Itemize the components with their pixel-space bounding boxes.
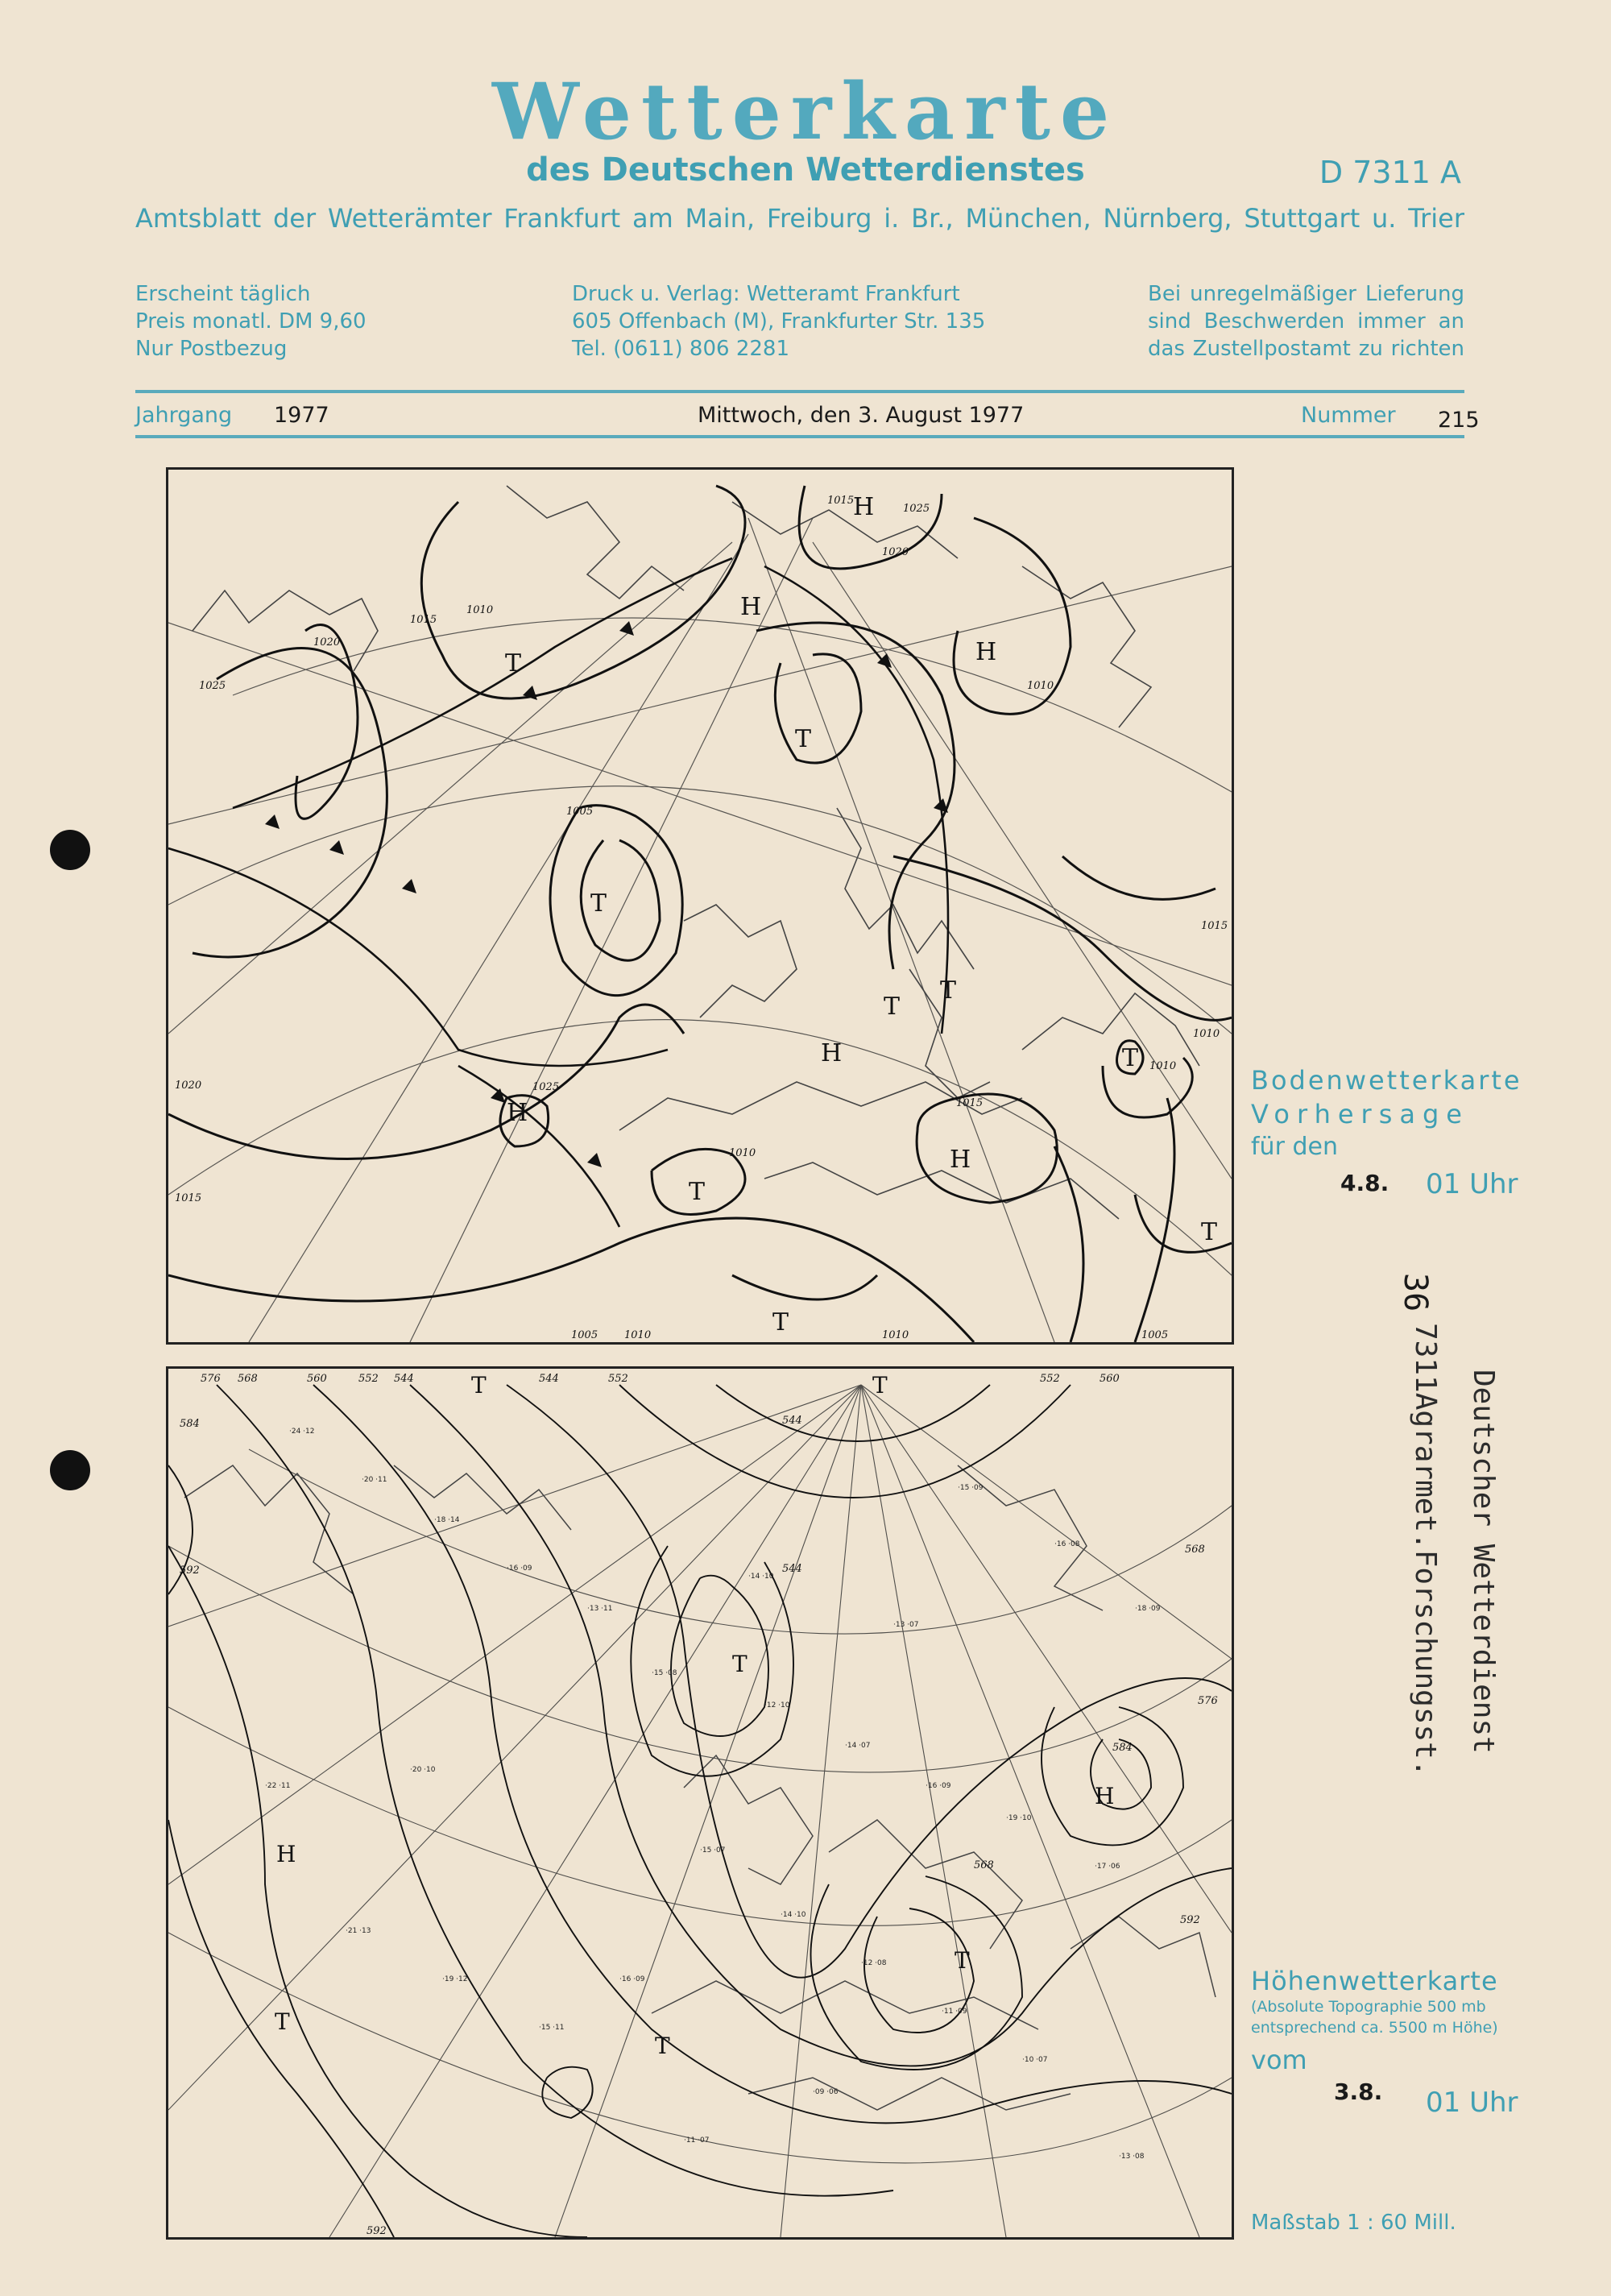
rule-bottom: [135, 435, 1464, 438]
contour-label: 544: [782, 1563, 802, 1575]
info-center-line: 605 Offenbach (M), Frankfurter Str. 135: [572, 309, 986, 334]
low-pressure-marker: T: [795, 725, 812, 753]
low-pressure-marker: T: [732, 1651, 748, 1677]
map-scale: Maßstab 1 : 60 Mill.: [1251, 2211, 1456, 2235]
upper-air-map: [166, 1366, 1234, 2240]
upper-map-title: Höhenwetterkarte: [1251, 1966, 1498, 1996]
contour-label: 568: [974, 1859, 994, 1871]
high-pressure-marker: H: [975, 638, 997, 666]
svg-text:·19 ·10: ·19 ·10: [1006, 1814, 1032, 1822]
surface-map-time: 01 Uhr: [1426, 1168, 1518, 1200]
isobar-label: 1015: [410, 614, 437, 626]
surface-fronts: [168, 558, 948, 1227]
upper-coastlines: [184, 1465, 1215, 2110]
rule-top: [135, 390, 1464, 393]
low-pressure-marker: T: [655, 2033, 670, 2059]
info-center-line: Tel. (0611) 806 2281: [572, 337, 789, 361]
low-pressure-marker: T: [955, 1947, 970, 1974]
upper-map-drawing: [168, 1369, 1232, 2237]
high-pressure-marker: H: [276, 1841, 296, 1867]
svg-text:·18 ·14: ·18 ·14: [434, 1516, 460, 1524]
isobar-label: 1010: [466, 604, 494, 616]
high-pressure-marker: H: [740, 593, 762, 621]
svg-text:·12 ·08: ·12 ·08: [861, 1959, 887, 1967]
svg-text:·13 ·07: ·13 ·07: [893, 1621, 919, 1629]
isobar-label: 1005: [571, 1329, 598, 1341]
svg-text:·15 ·07: ·15 ·07: [700, 1846, 726, 1855]
isobar-label: 1025: [532, 1081, 560, 1093]
svg-text:·20 ·10: ·20 ·10: [410, 1766, 436, 1774]
svg-text:·09 ·06: ·09 ·06: [813, 2088, 839, 2096]
info-left-line: Preis monatl. DM 9,60: [135, 309, 367, 334]
info-center-line: Druck u. Verlag: Wetteramt Frankfurt: [572, 282, 960, 306]
upper-map-time: 01 Uhr: [1426, 2087, 1518, 2119]
punch-hole: [50, 830, 90, 870]
low-pressure-marker: T: [689, 1178, 706, 1206]
svg-text:·18 ·09: ·18 ·09: [1135, 1605, 1161, 1613]
contour-label: 592: [1180, 1914, 1200, 1926]
contour-label: 552: [1040, 1373, 1060, 1385]
contour-label: 544: [539, 1373, 559, 1385]
svg-text:·14 ·07: ·14 ·07: [845, 1742, 871, 1750]
low-pressure-marker: T: [772, 1308, 789, 1337]
nummer-value: 215: [1438, 408, 1480, 433]
surface-map-title: Bodenwetterkarte: [1251, 1065, 1522, 1096]
isobar-label: 1025: [199, 680, 226, 692]
contour-label: 568: [1185, 1544, 1205, 1556]
upper-map-from-label: vom: [1251, 2045, 1307, 2075]
contour-label: 592: [180, 1565, 200, 1577]
amtsblatt-line: Amtsblatt der Wetterämter Frankfurt am Main, Freiburg i. Br., München, Nürnberg, Stuttgart u. Trier: [135, 203, 1464, 234]
low-pressure-marker: T: [884, 993, 901, 1021]
info-right: [1148, 280, 1464, 363]
low-pressure-marker: T: [1201, 1218, 1218, 1246]
surface-map-date: 4.8.: [1340, 1170, 1389, 1196]
jahrgang-value: 1977: [274, 403, 329, 428]
isobar-label: 1015: [1201, 920, 1228, 932]
contour-label: 584: [180, 1418, 200, 1430]
stamp-number: 36: [1397, 1273, 1434, 1312]
svg-text:·15 ·11: ·15 ·11: [539, 2024, 565, 2032]
svg-text:·16 ·08: ·16 ·08: [1054, 1540, 1080, 1548]
info-right-line: sind Beschwerden immer an: [1148, 309, 1464, 334]
contour-label: 592: [367, 2225, 387, 2237]
surface-map-for-date-label: für den: [1251, 1133, 1338, 1161]
svg-text:·21 ·13: ·21 ·13: [346, 1927, 371, 1935]
newspaper-title: Wetterkarte: [491, 66, 1120, 157]
upper-map-date: 3.8.: [1334, 2078, 1383, 2105]
isobar-label: 1005: [566, 806, 594, 818]
svg-text:·10 ·07: ·10 ·07: [1022, 2056, 1048, 2064]
info-right-line: das Zustellpostamt zu richten: [1148, 337, 1464, 361]
newspaper-subtitle: des Deutschen Wetterdienstes: [526, 151, 1085, 189]
isobar-label: 1010: [624, 1329, 652, 1341]
isobar-label: 1010: [1027, 680, 1054, 692]
low-pressure-marker: T: [505, 649, 522, 678]
svg-text:·16 ·09: ·16 ·09: [619, 1975, 645, 1983]
svg-text:·16 ·09: ·16 ·09: [926, 1782, 951, 1790]
contour-label: 584: [1112, 1742, 1133, 1754]
svg-text:·24 ·12: ·24 ·12: [289, 1428, 315, 1436]
low-pressure-marker: T: [590, 889, 607, 918]
contour-label: 560: [1100, 1373, 1120, 1385]
svg-text:·14 ·10: ·14 ·10: [748, 1573, 774, 1581]
high-pressure-marker: H: [950, 1146, 971, 1174]
issue-date: Mittwoch, den 3. August 1977: [698, 403, 1025, 428]
punch-hole: [50, 1450, 90, 1490]
isobar-label: 1010: [729, 1147, 756, 1159]
isobar-label: 1015: [175, 1192, 202, 1204]
svg-text:·16 ·09: ·16 ·09: [507, 1565, 532, 1573]
contour-label: 568: [238, 1373, 258, 1385]
surface-map-forecast: Vorhersage: [1251, 1099, 1469, 1129]
low-pressure-marker: T: [275, 2008, 290, 2035]
low-pressure-marker: T: [872, 1372, 888, 1399]
info-right-line: Bei unregelmäßiger Lieferung: [1148, 282, 1464, 306]
isobar-label: 1020: [313, 636, 341, 649]
info-left-line: Erscheint täglich: [135, 282, 311, 306]
high-pressure-marker: H: [507, 1099, 528, 1127]
contour-label: 544: [394, 1373, 414, 1385]
info-left: [135, 280, 367, 363]
svg-text:·22 ·11: ·22 ·11: [265, 1782, 291, 1790]
jahrgang-label: Jahrgang: [135, 403, 233, 428]
upper-map-height-line: entsprechend ca. 5500 m Höhe): [1251, 2019, 1498, 2037]
svg-text:·15 ·08: ·15 ·08: [652, 1669, 677, 1677]
svg-text:·17 ·06: ·17 ·06: [1095, 1863, 1120, 1871]
svg-text:·20 ·11: ·20 ·11: [362, 1476, 387, 1484]
isobar-label: 1010: [1193, 1028, 1220, 1040]
isobar-label: 1010: [1149, 1060, 1177, 1072]
svg-text:·19 ·12: ·19 ·12: [442, 1975, 468, 1983]
isobar-label: 1020: [882, 546, 909, 558]
surface-coastlines: [193, 486, 1199, 1219]
upper-pressure-centers: [275, 1372, 1114, 2059]
info-center: [572, 280, 985, 363]
stamp-line-1: 7311Agrarmet.Forschungsst.: [1409, 1323, 1442, 1777]
svg-text:·13 ·11: ·13 ·11: [587, 1605, 613, 1613]
upper-map-topography-line: (Absolute Topographie 500 mb: [1251, 1998, 1486, 2016]
isobar-label: 1025: [903, 503, 930, 515]
isobar-label: 1015: [827, 495, 855, 507]
info-left-line: Nur Postbezug: [135, 337, 288, 361]
high-pressure-marker: H: [1095, 1783, 1115, 1809]
low-pressure-marker: T: [940, 976, 957, 1005]
high-pressure-marker: H: [853, 493, 875, 521]
contour-label: 552: [608, 1373, 628, 1385]
isobar-label: 1005: [1141, 1329, 1169, 1341]
svg-text:·14 ·10: ·14 ·10: [781, 1911, 806, 1919]
low-pressure-marker: T: [1122, 1044, 1139, 1072]
contour-label: 576: [201, 1373, 221, 1385]
isobar-label: 1010: [882, 1329, 909, 1341]
upper-station-plots: [265, 1428, 1161, 2161]
low-pressure-marker: T: [471, 1372, 487, 1399]
contour-label: 560: [307, 1373, 327, 1385]
nummer-label: Nummer: [1301, 403, 1396, 428]
stamp-line-2: Deutscher Wetterdienst: [1467, 1370, 1500, 1754]
high-pressure-marker: H: [821, 1039, 843, 1067]
contour-label: 576: [1198, 1695, 1218, 1707]
svg-text:·13 ·08: ·13 ·08: [1119, 2153, 1145, 2161]
isobar-label: 1020: [175, 1080, 202, 1092]
contour-label: 552: [358, 1373, 379, 1385]
doc-number: D 7311 A: [1319, 155, 1461, 190]
svg-text:·15 ·09: ·15 ·09: [958, 1484, 984, 1492]
surface-weather-map: [166, 467, 1234, 1345]
svg-text:·11 ·09: ·11 ·09: [942, 2008, 967, 2016]
isobar-label: 1015: [956, 1097, 984, 1109]
surface-map-drawing: [168, 470, 1232, 1342]
svg-text:·11 ·07: ·11 ·07: [684, 2136, 710, 2145]
contour-label: 544: [782, 1415, 802, 1427]
svg-text:·12 ·10: ·12 ·10: [764, 1701, 790, 1710]
